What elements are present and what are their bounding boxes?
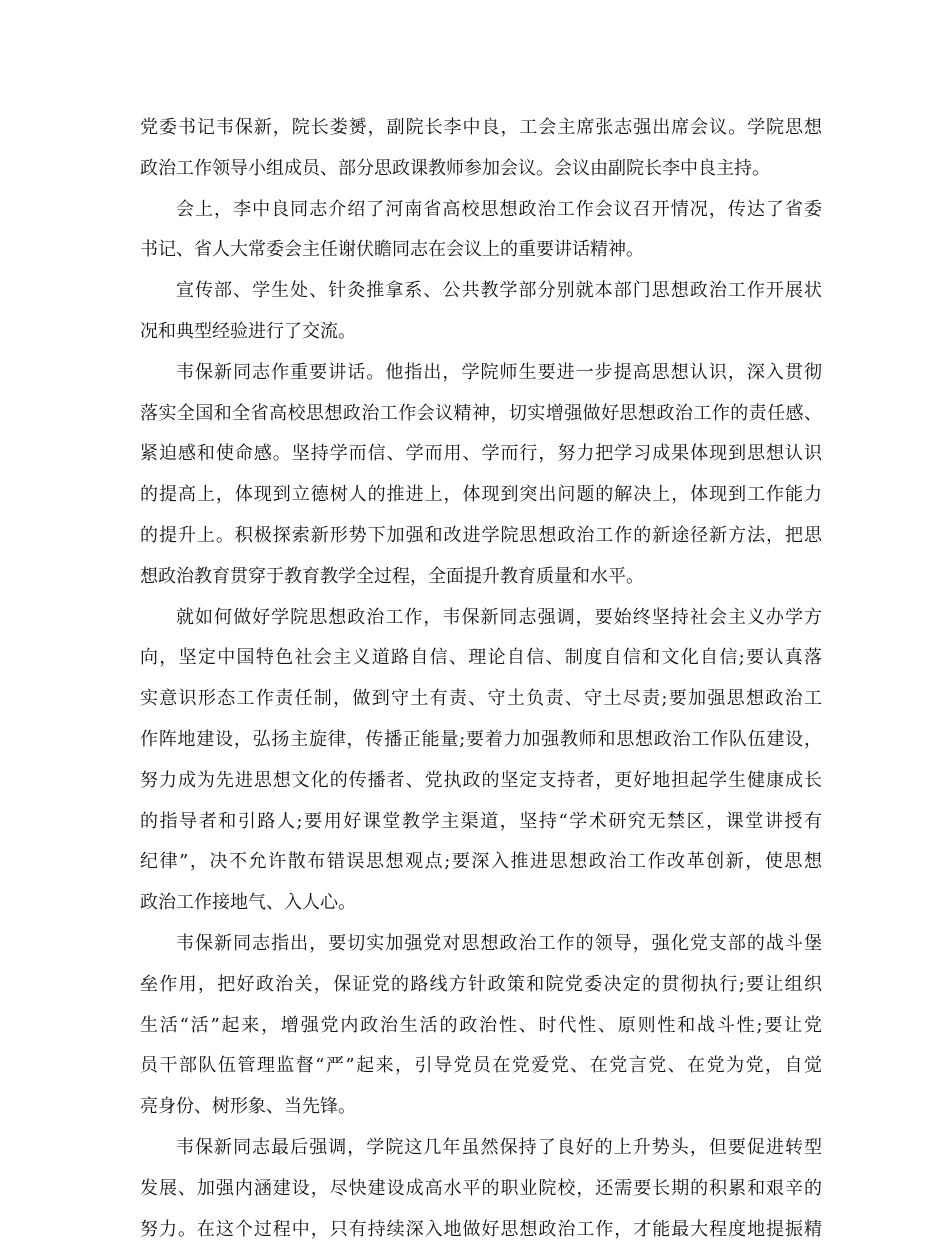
text-line: 落实全国和全省高校思想政治工作会议精神，切实增强做好思想政治工作的责任感、 xyxy=(140,402,822,424)
text-line: 党委书记韦保新，院长娄赟，副院长李中良，工会主席张志强出席会议。学院思想 xyxy=(140,117,822,138)
text-line: 政治工作接地气、入人心。 xyxy=(140,892,356,914)
text-line: 书记、省人大常委会主任谢伏瞻同志在会议上的重要讲话精神。 xyxy=(140,239,644,261)
text-line: 生活“活”起来，增强党内政治生活的政治性、时代性、原则性和战斗性;要让党 xyxy=(140,1014,822,1036)
text-line: 韦保新同志指出，要切实加强党对思想政治工作的领导，强化党支部的战斗堡 xyxy=(176,932,822,954)
text-line: 努力成为先进思想文化的传播者、党执政的坚定支持者，更好地担起学生健康成长 xyxy=(140,769,822,791)
text-line: 努力。在这个过程中，只有持续深入地做好思想政治工作，才能最大程度地提振精 xyxy=(140,1218,822,1240)
text-line: 宣传部、学生处、针灸推拿系、公共教学部分别就本部门思想政治工作开展状 xyxy=(176,280,822,302)
text-line: 韦保新同志最后强调，学院这几年虽然保持了良好的上升势头，但要促进转型 xyxy=(176,1136,822,1158)
text-line: 垒作用，把好政治关，保证党的路线方针政策和院党委决定的贯彻执行;要让组织 xyxy=(140,973,822,995)
text-line: 员干部队伍管理监督“严”起来，引导党员在党爱党、在党言党、在党为党，自觉 xyxy=(140,1055,822,1077)
text-line: 想政治教育贯穿于教育教学全过程，全面提升教育质量和水平。 xyxy=(140,565,644,587)
text-line: 的提升上。积极探索新形势下加强和改进学院思想政治工作的新途径新方法，把思 xyxy=(140,524,822,546)
text-line: 纪律”，决不允许散布错误思想观点;要深入推进思想政治工作改革创新，使思想 xyxy=(140,851,822,873)
text-line: 亮身份、树形象、当先锋。 xyxy=(140,1096,356,1118)
text-line: 的指导者和引路人;要用好课堂教学主渠道，坚持“学术研究无禁区，课堂讲授有 xyxy=(140,810,822,832)
text-line: 政治工作领导小组成员、部分思政课教师参加会议。会议由副院长李中良主持。 xyxy=(140,157,770,179)
text-line: 会上，李中良同志介绍了河南省高校思想政治工作会议召开情况，传达了省委 xyxy=(176,198,822,220)
text-line: 紧迫感和使命感。坚持学而信、学而用、学而行，努力把学习成果体现到思想认识 xyxy=(140,443,822,465)
text-line: 韦保新同志作重要讲话。他指出，学院师生要进一步提高思想认识，深入贯彻 xyxy=(176,361,822,383)
text-line: 就如何做好学院思想政治工作，韦保新同志强调，要始终坚持社会主义办学方 xyxy=(176,606,822,628)
text-line: 向，坚定中国特色社会主义道路自信、理论自信、制度自信和文化自信;要认真落 xyxy=(140,647,822,669)
text-line: 实意识形态工作责任制，做到守土有责、守土负责、守土尽责;要加强思想政治工 xyxy=(140,688,822,710)
text-line: 的提高上，体现到立德树人的推进上，体现到突出问题的解决上，体现到工作能力 xyxy=(140,484,822,506)
text-line: 况和典型经验进行了交流。 xyxy=(140,320,356,342)
text-line: 作阵地建设，弘扬主旋律，传播正能量;要着力加强教师和思想政治工作队伍建设， xyxy=(140,728,822,750)
document-body xyxy=(140,108,822,1250)
text-line: 发展、加强内涵建设，尽快建设成高水平的职业院校，还需要长期的积累和艰辛的 xyxy=(140,1177,822,1199)
